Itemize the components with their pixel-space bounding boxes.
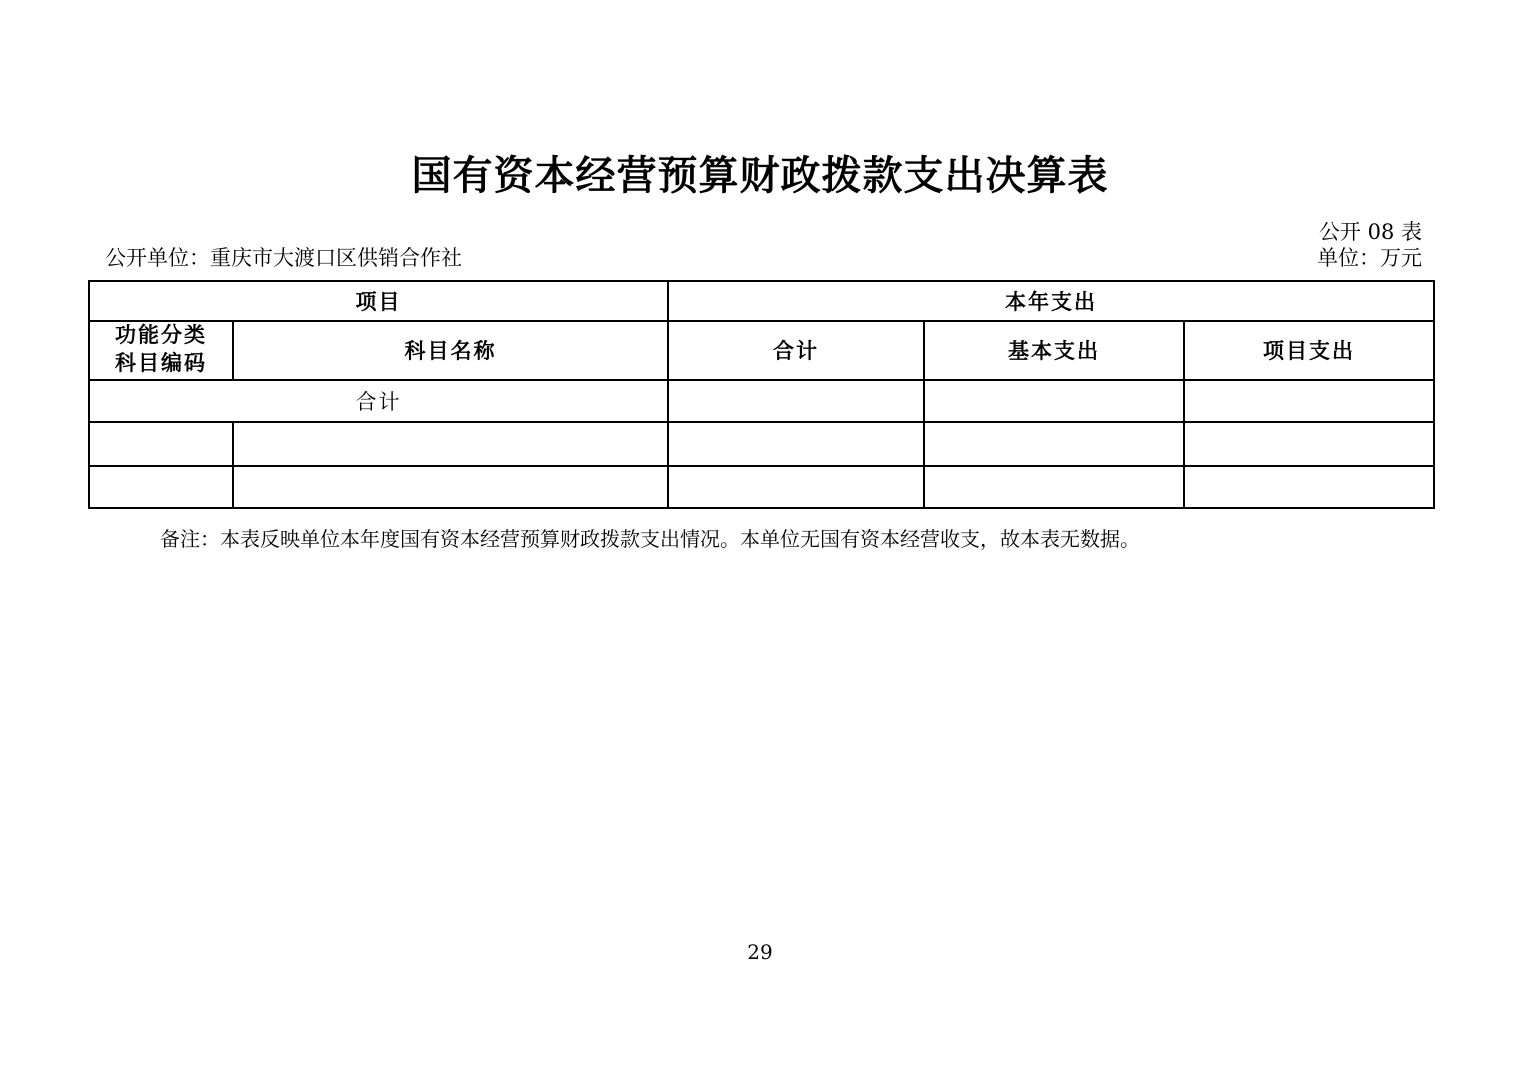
total-row-label: 合计: [89, 380, 668, 422]
row-basic-cell: [924, 422, 1184, 466]
row-name-cell: [233, 422, 668, 466]
form-code-label: 公开 08 表: [1318, 220, 1422, 244]
unit-label: 单位：万元: [1317, 246, 1422, 270]
header-group-current-year-expenditure: 本年支出: [668, 281, 1434, 321]
header-basic-expenditure: 基本支出: [924, 321, 1184, 380]
header-row-groups: [89, 281, 1434, 321]
table-row: [89, 422, 1434, 466]
header-row-columns: [89, 321, 1434, 380]
row-basic-cell: [924, 466, 1184, 508]
page-number: 29: [747, 940, 773, 964]
row-total-cell: [668, 466, 924, 508]
row-project-cell: [1184, 466, 1434, 508]
row-code-cell: [89, 422, 233, 466]
header-functional-classification-code: [89, 321, 233, 380]
meta-line: [105, 242, 1422, 272]
table-row-total: [89, 380, 1434, 422]
budget-expenditure-table: [88, 280, 1435, 509]
header-functional-classification-line1: 功能分类: [115, 324, 207, 347]
table-row: [89, 466, 1434, 508]
header-subject-name: 科目名称: [233, 321, 668, 380]
row-total-cell: [668, 422, 924, 466]
row-code-cell: [89, 466, 233, 508]
header-functional-classification-line2: 科目编码: [115, 352, 207, 376]
header-project-expenditure: 项目支出: [1184, 321, 1434, 380]
row-project-cell: [1184, 422, 1434, 466]
page-title: 国有资本经营预算财政拨款支出决算表: [411, 154, 1109, 198]
header-total: 合计: [668, 321, 924, 380]
row-name-cell: [233, 466, 668, 508]
total-row-project-cell: [1184, 380, 1434, 422]
publisher-label: 公开单位：重庆市大渡口区供销合作社: [105, 246, 462, 270]
footnote: 备注：本表反映单位本年度国有资本经营预算财政拨款支出情况。本单位无国有资本经营收支，故本表无数据。: [160, 527, 1140, 551]
header-group-project: 项目: [89, 281, 668, 321]
total-row-basic-cell: [924, 380, 1184, 422]
total-row-total-cell: [668, 380, 924, 422]
